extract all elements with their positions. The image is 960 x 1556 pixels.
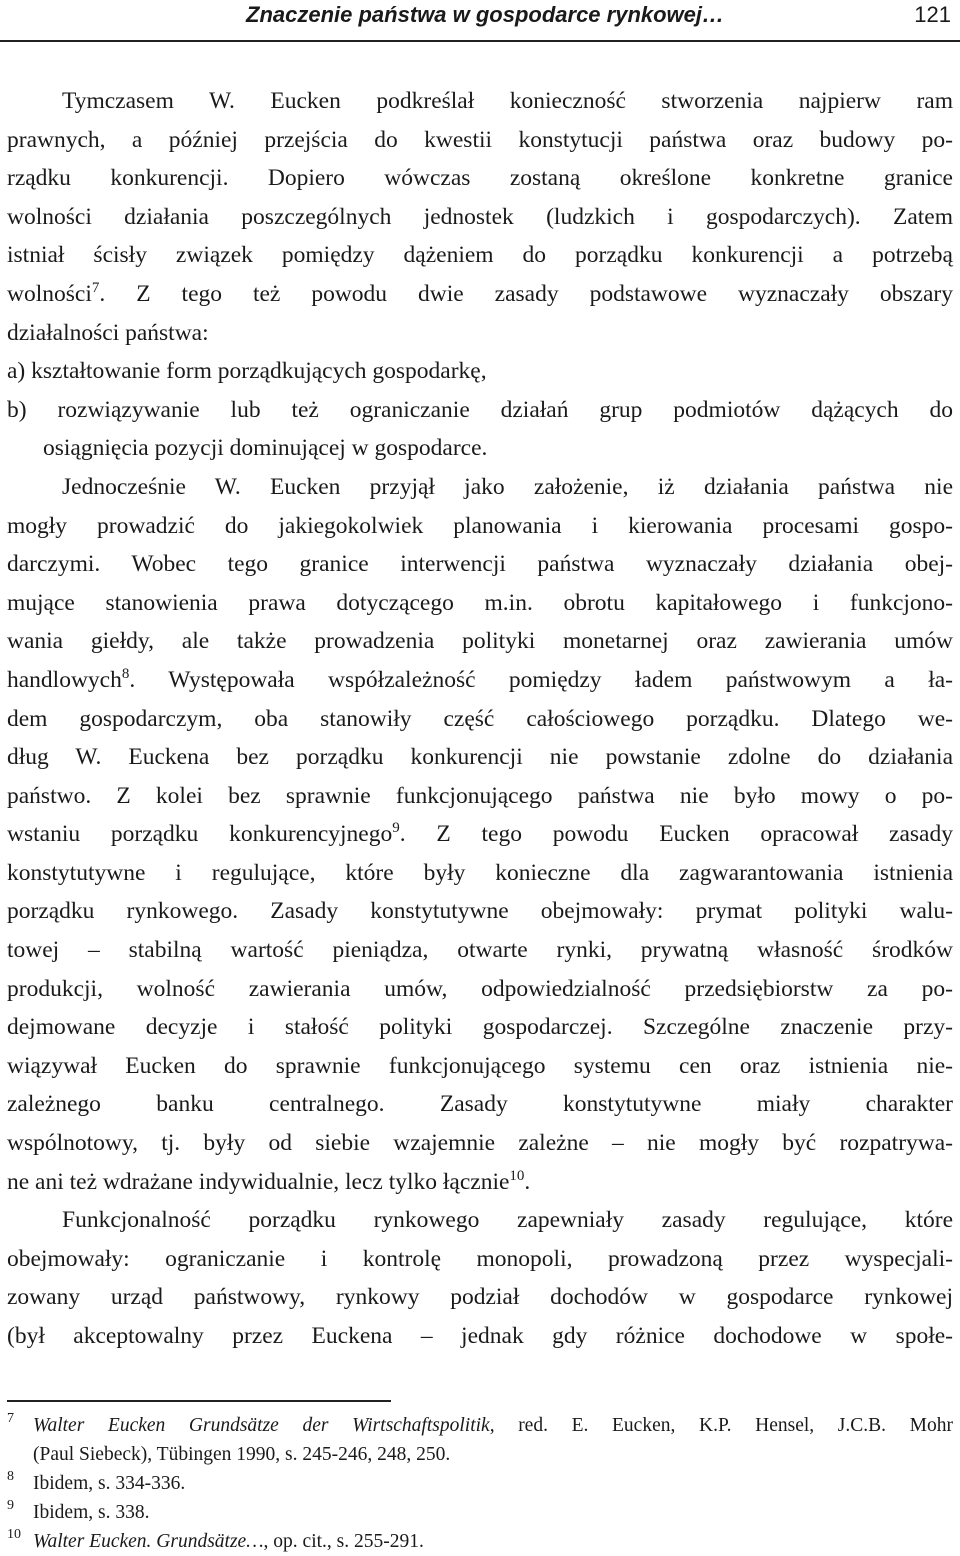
- footnote-number: 10: [7, 1527, 21, 1542]
- cited-title: Walter Eucken Grundsätze der Wirtschaftspolitik: [33, 1415, 490, 1436]
- body-line: [7, 661, 953, 700]
- footnotes: [7, 1411, 953, 1556]
- body-line: istniał ścisły związek pomiędzy dążeniem do porządku konkurencji a potrzebą: [7, 242, 953, 269]
- footnote-line: (Paul Siebeck), Tübingen 1990, s. 245-246, 248, 250.: [33, 1444, 451, 1465]
- body-line: Jednocześnie W. Eucken przyjął jako założenie, iż działania państwa nie: [62, 473, 953, 500]
- list-item-b-continuation: osiągnięcia pozycji dominującej w gospodarce.: [43, 435, 488, 462]
- text-run: .: [524, 1168, 531, 1195]
- body-line: wolności działania poszczególnych jednostek (ludzkich i gospodarczych). Zatem: [7, 203, 953, 230]
- footnote-line: Ibidem, s. 338.: [33, 1502, 150, 1523]
- footnote-8: [7, 1469, 953, 1498]
- body-text: [7, 82, 953, 1356]
- footnote-line: Ibidem, s. 334-336.: [33, 1473, 186, 1494]
- footnote-number: 9: [7, 1498, 14, 1513]
- body-line: działalności państwa:: [7, 319, 209, 346]
- list-item-b: b) rozwiązywanie lub też ograniczanie działań grup podmiotów dążących do: [7, 396, 953, 423]
- footnote-ref: 7: [91, 279, 100, 296]
- body-line: mujące stanowienia prawa dotyczącego m.in. obrotu kapitałowego i funkcjono-: [7, 589, 953, 616]
- body-line: darczymi. Wobec tego granice interwencji państwa wyznaczały działania obej-: [7, 551, 953, 578]
- header-rule: [0, 40, 960, 42]
- body-line: konstytutywne i regulujące, które były konieczne dla zagwarantowania istnienia: [7, 859, 953, 886]
- text-run: wolności: [7, 280, 92, 307]
- body-line: wiązywał Eucken do sprawnie funkcjonującego systemu cen oraz istnienia nie-: [7, 1052, 953, 1079]
- body-line: dejmowane decyzje i stałość polityki gospodarczej. Szczególne znaczenie przy-: [7, 1014, 953, 1041]
- text-run: handlowych: [7, 666, 122, 693]
- body-line: państwo. Z kolei bez sprawnie funkcjonującego państwa nie było mowy o po-: [7, 782, 953, 809]
- body-line: mogły prowadzić do jakiegokolwiek planowania i kierowania procesami gospo-: [7, 512, 953, 539]
- body-line: Tymczasem W. Eucken podkreślał konieczność stworzenia najpierw ram: [62, 88, 953, 114]
- citation-text: , red. E. Eucken, K.P. Hensel, J.C.B. Mohr: [489, 1415, 953, 1436]
- body-line: zowany urząd państwowy, rynkowy podział dochodów w gospodarce rynkowej: [7, 1284, 953, 1311]
- body-line: [7, 815, 953, 854]
- footnote-ref: 9: [392, 820, 400, 837]
- body-line: prawnych, a później przejścia do kwestii konstytucji państwa oraz budowy po-: [7, 126, 953, 153]
- cited-title: Walter Eucken. Grundsätze…: [33, 1531, 264, 1552]
- footnote-9: [7, 1498, 953, 1527]
- footnote-7: [7, 1411, 953, 1469]
- running-header: [0, 0, 960, 40]
- body-line: [7, 1163, 953, 1202]
- footnote-number: 7: [7, 1411, 14, 1426]
- text-run: . Z tego też powodu dwie zasady podstawowe wyznaczały obszary: [99, 280, 953, 307]
- list-item-a: a) kształtowanie form porządkujących gospodarkę,: [7, 358, 487, 385]
- body-line: wania giełdy, ale także prowadzenia polityki monetarnej oraz zawierania umów: [7, 628, 953, 655]
- running-title: Znaczenie państwa w gospodarce rynkowej…: [246, 2, 725, 27]
- body-line: Funkcjonalność porządku rynkowego zapewniały zasady regulujące, które: [62, 1207, 953, 1234]
- text-run: wstaniu porządku konkurencyjnego: [7, 821, 393, 848]
- text-run: . Z tego powodu Eucken opracował zasady: [399, 821, 953, 848]
- body-line: porządku rynkowego. Zasady konstytutywne obejmowały: prymat polityki walu-: [7, 898, 953, 925]
- body-line: dług W. Euckena bez porządku konkurencji nie powstanie zdolne do działania: [7, 744, 953, 771]
- body-line: (był akceptowalny przez Euckena – jednak gdy różnice dochodowe w społe-: [7, 1323, 953, 1349]
- body-line: towej – stabilną wartość pieniądza, otwarte rynki, prywatną własność środków: [7, 937, 953, 964]
- body-line: obejmowały: ograniczanie i kontrolę monopoli, prowadzoną przez wyspecjali-: [7, 1245, 953, 1272]
- text-run: ne ani też wdrażane indywidualnie, lecz tylko łącznie: [7, 1168, 510, 1195]
- text-run: . Występowała współzależność pomiędzy ładem państwowym a ła-: [129, 666, 953, 693]
- footnote-separator: [7, 1400, 391, 1402]
- body-line: dem gospodarczym, oba stanowiły część całościowego porządku. Dlatego we-: [7, 705, 953, 732]
- citation-text: , op. cit., s. 255-291.: [263, 1531, 424, 1552]
- body-line: [7, 275, 953, 314]
- footnote-line: [33, 1411, 953, 1440]
- page-number: 121: [914, 2, 951, 27]
- body-line: produkcji, wolność zawierania umów, odpowiedzialność przedsiębiorstw za po-: [7, 975, 953, 1002]
- body-line: rządku konkurencji. Dopiero wówczas zostaną określone konkretne granice: [7, 165, 953, 192]
- body-line: wspólnotowy, tj. były od siebie wzajemnie zależne – nie mogły być rozpatrywa-: [7, 1130, 953, 1157]
- body-line: zależnego banku centralnego. Zasady konstytutywne miały charakter: [7, 1091, 953, 1118]
- footnote-ref: 10: [509, 1167, 525, 1184]
- footnote-number: 8: [7, 1469, 14, 1484]
- footnote-ref: 8: [121, 665, 130, 682]
